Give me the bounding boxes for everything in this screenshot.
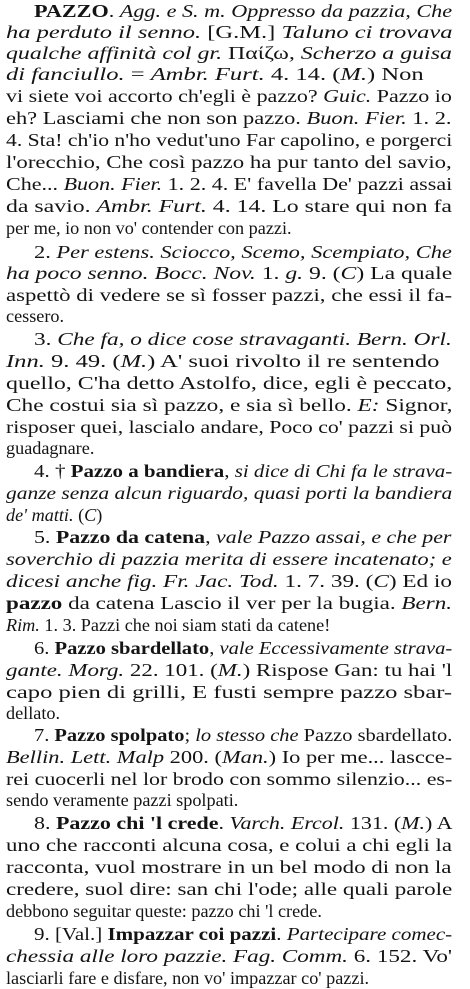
entry-line (6, 703, 60, 724)
entry-line (34, 638, 452, 659)
entry-text: ( (73, 505, 85, 525)
entry-italic-text: M. (120, 351, 148, 371)
entry-italic-text: lo stesso che (195, 725, 299, 745)
entry-line (6, 747, 452, 768)
entry-text: ) La quale (356, 263, 453, 283)
entry-line (6, 152, 452, 173)
entry-italic-text: Partecipare comec- (286, 924, 453, 944)
entry-line (34, 924, 452, 945)
entry-line (6, 835, 452, 856)
entry-italic-text: Ambr. Furt. (96, 196, 207, 216)
entry-bold-term: PAZZO (34, 1, 109, 21)
entry-text: capo pien di grilli, E fusti sempre pazzo sbar- (6, 682, 453, 702)
entry-text: 5. (34, 527, 56, 547)
entry-line (6, 879, 452, 900)
entry-text: lasciarli fare e disfare, non vo' impazzar co' pazzi. (6, 968, 370, 988)
entry-bold-term: Pazzo da catena (55, 527, 206, 547)
entry-text: guadagnare. (6, 438, 95, 458)
entry-italic-text: vale Eccessivamente strava- (219, 638, 453, 658)
entry-text: 131. ( (344, 813, 402, 833)
entry-italic-text: Per estens. Sciocco, Scemo, Scempiato, Che (56, 242, 452, 262)
entry-text: 22. 101. ( (124, 660, 218, 680)
entry-text: vi siete voi accorto ch'egli è pazzo? (6, 86, 324, 106)
entry-text: aspettò di vedere se sì fosser pazzi, che essi il fa- (6, 285, 453, 305)
entry-italic-text: Buon. Fier. (306, 108, 407, 128)
entry-italic-text: qualche affinità col gr. (6, 43, 223, 63)
entry-italic-text: soverchio di pazzia merita di essere incatenato; e (6, 549, 452, 569)
entry-text: eh? Lasciami che non son pazzo. (6, 108, 307, 128)
entry-italic-text: gante. Morg. (6, 660, 125, 680)
entry-line (6, 130, 452, 151)
entry-line (6, 790, 238, 811)
entry-line (6, 86, 452, 107)
entry-italic-text: de' matti. (6, 505, 74, 525)
entry-line (34, 1, 452, 22)
entry-text: da savio. (6, 196, 97, 216)
entry-italic-text: E: (357, 395, 380, 415)
entry-line (6, 285, 452, 306)
entry-line (34, 242, 452, 263)
entry-italic-text: vale Pazzo assai, e che per (216, 527, 452, 547)
entry-italic-text: ganze senza alcun riguardo, quasi porti la bandiera (6, 483, 453, 503)
entry-line (34, 329, 452, 350)
entry-text: 6. 152. Vo' (347, 946, 453, 966)
entry-text: rei cuocerli nel lor brodo con sommo silenzio... es- (6, 769, 453, 789)
entry-italic-text: Che fa, o dice cose stravaganti. Bern. Orl. (57, 329, 452, 349)
entry-text: per me, io non vo' contender con pazzi. (6, 218, 292, 238)
entry-text: ; (184, 725, 196, 745)
entry-text: 4. 14. ( (264, 64, 341, 84)
entry-text: ) Ed io (388, 571, 452, 591)
entry-bold-term: Pazzo chi 'l crede (55, 813, 219, 833)
entry-italic-text: di fanciullo. (6, 64, 125, 84)
entry-italic-text: ha poco senno. Bocc. Nov. (6, 263, 256, 283)
entry-line (6, 571, 452, 592)
entry-line (6, 22, 453, 43)
entry-text: Παίζω (222, 43, 289, 63)
entry-text: ) A' suoi rivolto il re sentendo (147, 351, 440, 371)
entry-text: 1. 3. Pazzi che noi siam stati da catene! (39, 615, 331, 635)
entry-text: , (205, 527, 217, 547)
entry-text: 9. [Val.] (34, 924, 108, 944)
entry-line (6, 682, 452, 703)
entry-line (6, 373, 452, 394)
entry-line (6, 593, 452, 614)
entry-italic-text: C (84, 505, 97, 525)
entry-line (6, 438, 94, 459)
entry-line (6, 395, 452, 416)
entry-text: ) Io per me... lascce- (268, 747, 453, 767)
entry-line (6, 417, 452, 438)
entry-text: 4. † (34, 461, 71, 481)
entry-line (6, 946, 452, 967)
entry-text: credere, suol dire: san chi l'ode; alle quali parole (6, 879, 453, 899)
entry-italic-text: C (373, 571, 389, 591)
entry-italic-text: ha perduto il senno. (6, 22, 202, 42)
entry-text: 9. ( (303, 263, 341, 283)
entry-line (6, 306, 64, 327)
entry-text: racconta, vuol mostrare in un bel modo di non la (6, 857, 452, 877)
entry-text: debbono seguitar queste: pazzo chi 'l crede. (6, 901, 322, 921)
entry-text: 1. (255, 263, 286, 283)
entry-text: Signor, (379, 395, 453, 415)
entry-italic-text: Rim. (6, 615, 40, 635)
entry-line (6, 968, 369, 989)
entry-line (6, 549, 452, 570)
entry-text: Che... (6, 174, 64, 194)
entry-line (6, 196, 452, 217)
entry-italic-text: g. (285, 263, 304, 283)
entry-bold-term: Pazzo a bandiera (70, 461, 225, 481)
entry-line (6, 769, 452, 790)
entry-line (6, 901, 322, 922)
entry-line (34, 461, 452, 482)
entry-italic-text: C (340, 263, 357, 283)
entry-line (6, 43, 452, 64)
entry-italic-text: Taluno ci trovava (281, 22, 453, 42)
entry-text: 7. (34, 725, 55, 745)
entry-italic-text: Bellin. Lett. Malp (6, 747, 165, 767)
entry-line (6, 64, 424, 85)
entry-text: . (218, 813, 230, 833)
entry-bold-term: pazzo (6, 593, 63, 613)
entry-text: 1. 2. 4. E' favella De' pazzi assai (162, 174, 453, 194)
entry-italic-text: Ambr. Furt. (150, 64, 265, 84)
entry-text: . (276, 924, 287, 944)
entry-line (6, 174, 452, 195)
entry-text: , (224, 461, 235, 481)
entry-text: 8. (34, 813, 56, 833)
entry-italic-text: Varch. Ercol. (229, 813, 345, 833)
entry-text: Pazzo io (371, 86, 452, 106)
entry-text: 200. ( (164, 747, 222, 767)
entry-text: Pazzo sbardellato. (298, 725, 453, 745)
entry-text: cessero. (6, 306, 65, 326)
entry-italic-text: Guic. (323, 86, 372, 106)
entry-text: l'orecchio, Che così pazzo ha pur tanto del savio, (6, 152, 452, 172)
entry-bold-term: Impazzar coi pazzi (107, 924, 277, 944)
entry-line (6, 505, 102, 526)
entry-line (34, 725, 452, 746)
entry-italic-text: M. (340, 64, 368, 84)
entry-italic-text: , Scherzo a guisa (288, 43, 452, 63)
entry-text: , (209, 638, 220, 658)
entry-italic-text: M. (401, 813, 425, 833)
entry-text: 1. 2. (406, 108, 452, 128)
entry-text: [G.M.] (201, 22, 282, 42)
entry-italic-text: dicesi anche fig. Fr. Jac. Tod. (6, 571, 279, 591)
entry-text: risposer quei, lascialo andare, Poco co' pazzi si può (6, 417, 452, 437)
entry-italic-text: Agg. e S. m. Oppresso da pazzia, Che (119, 1, 453, 21)
entry-text: 9. 49. ( (44, 351, 121, 371)
entry-italic-text: Man. (221, 747, 269, 767)
entry-text: 4. 14. Lo stare qui non fa (206, 196, 452, 216)
entry-line (6, 615, 330, 636)
entry-italic-text: Buon. Fier. (63, 174, 163, 194)
entry-text: ) A (424, 813, 453, 833)
entry-italic-text: Inn. (6, 351, 45, 371)
entry-line (6, 218, 292, 239)
entry-text: 4. Sta! ch'io n'ho vedut'uno Far capolino, e porgerci (6, 130, 453, 150)
entry-italic-text: si dice di Chi fa le strava- (234, 461, 453, 481)
entry-line (6, 857, 451, 878)
entry-text: ) (96, 505, 103, 525)
entry-italic-text: Bern. (401, 593, 452, 613)
entry-text: dellato. (6, 703, 61, 723)
entry-text: Che costui sia sì pazzo, e sia sì bello. (6, 395, 358, 415)
entry-italic-text: M. (217, 660, 243, 680)
entry-text: . (108, 1, 120, 21)
entry-bold-term: Pazzo sbardellato (54, 638, 210, 658)
entry-text: quello, C'ha detto Astolfo, dice, egli è peccato, (6, 373, 453, 393)
entry-line (34, 527, 451, 548)
entry-text: 3. (34, 329, 58, 349)
entry-text: da catena Lascio il ver per la bugia. (62, 593, 402, 613)
entry-line (6, 660, 452, 681)
entry-bold-term: Pazzo spolpato (54, 725, 185, 745)
entry-line (6, 483, 452, 504)
entry-text: 1. 7. 39. ( (278, 571, 374, 591)
entry-text: 6. (34, 638, 55, 658)
entry-text: = (124, 64, 151, 84)
entry-line (6, 263, 452, 284)
entry-text: 2. (34, 242, 57, 262)
entry-text: ) Non (367, 64, 424, 84)
entry-line (6, 108, 452, 129)
entry-line (34, 813, 452, 834)
entry-text: ) Rispose Gan: tu hai 'l (242, 660, 453, 680)
entry-text: uno che racconti alcuna cosa, e colui a chi egli la (6, 835, 453, 855)
entry-italic-text: chessia alle loro pazzie. Fag. Comm. (6, 946, 348, 966)
entry-line (6, 351, 439, 372)
entry-text: sendo veramente pazzi spolpati. (6, 790, 239, 810)
